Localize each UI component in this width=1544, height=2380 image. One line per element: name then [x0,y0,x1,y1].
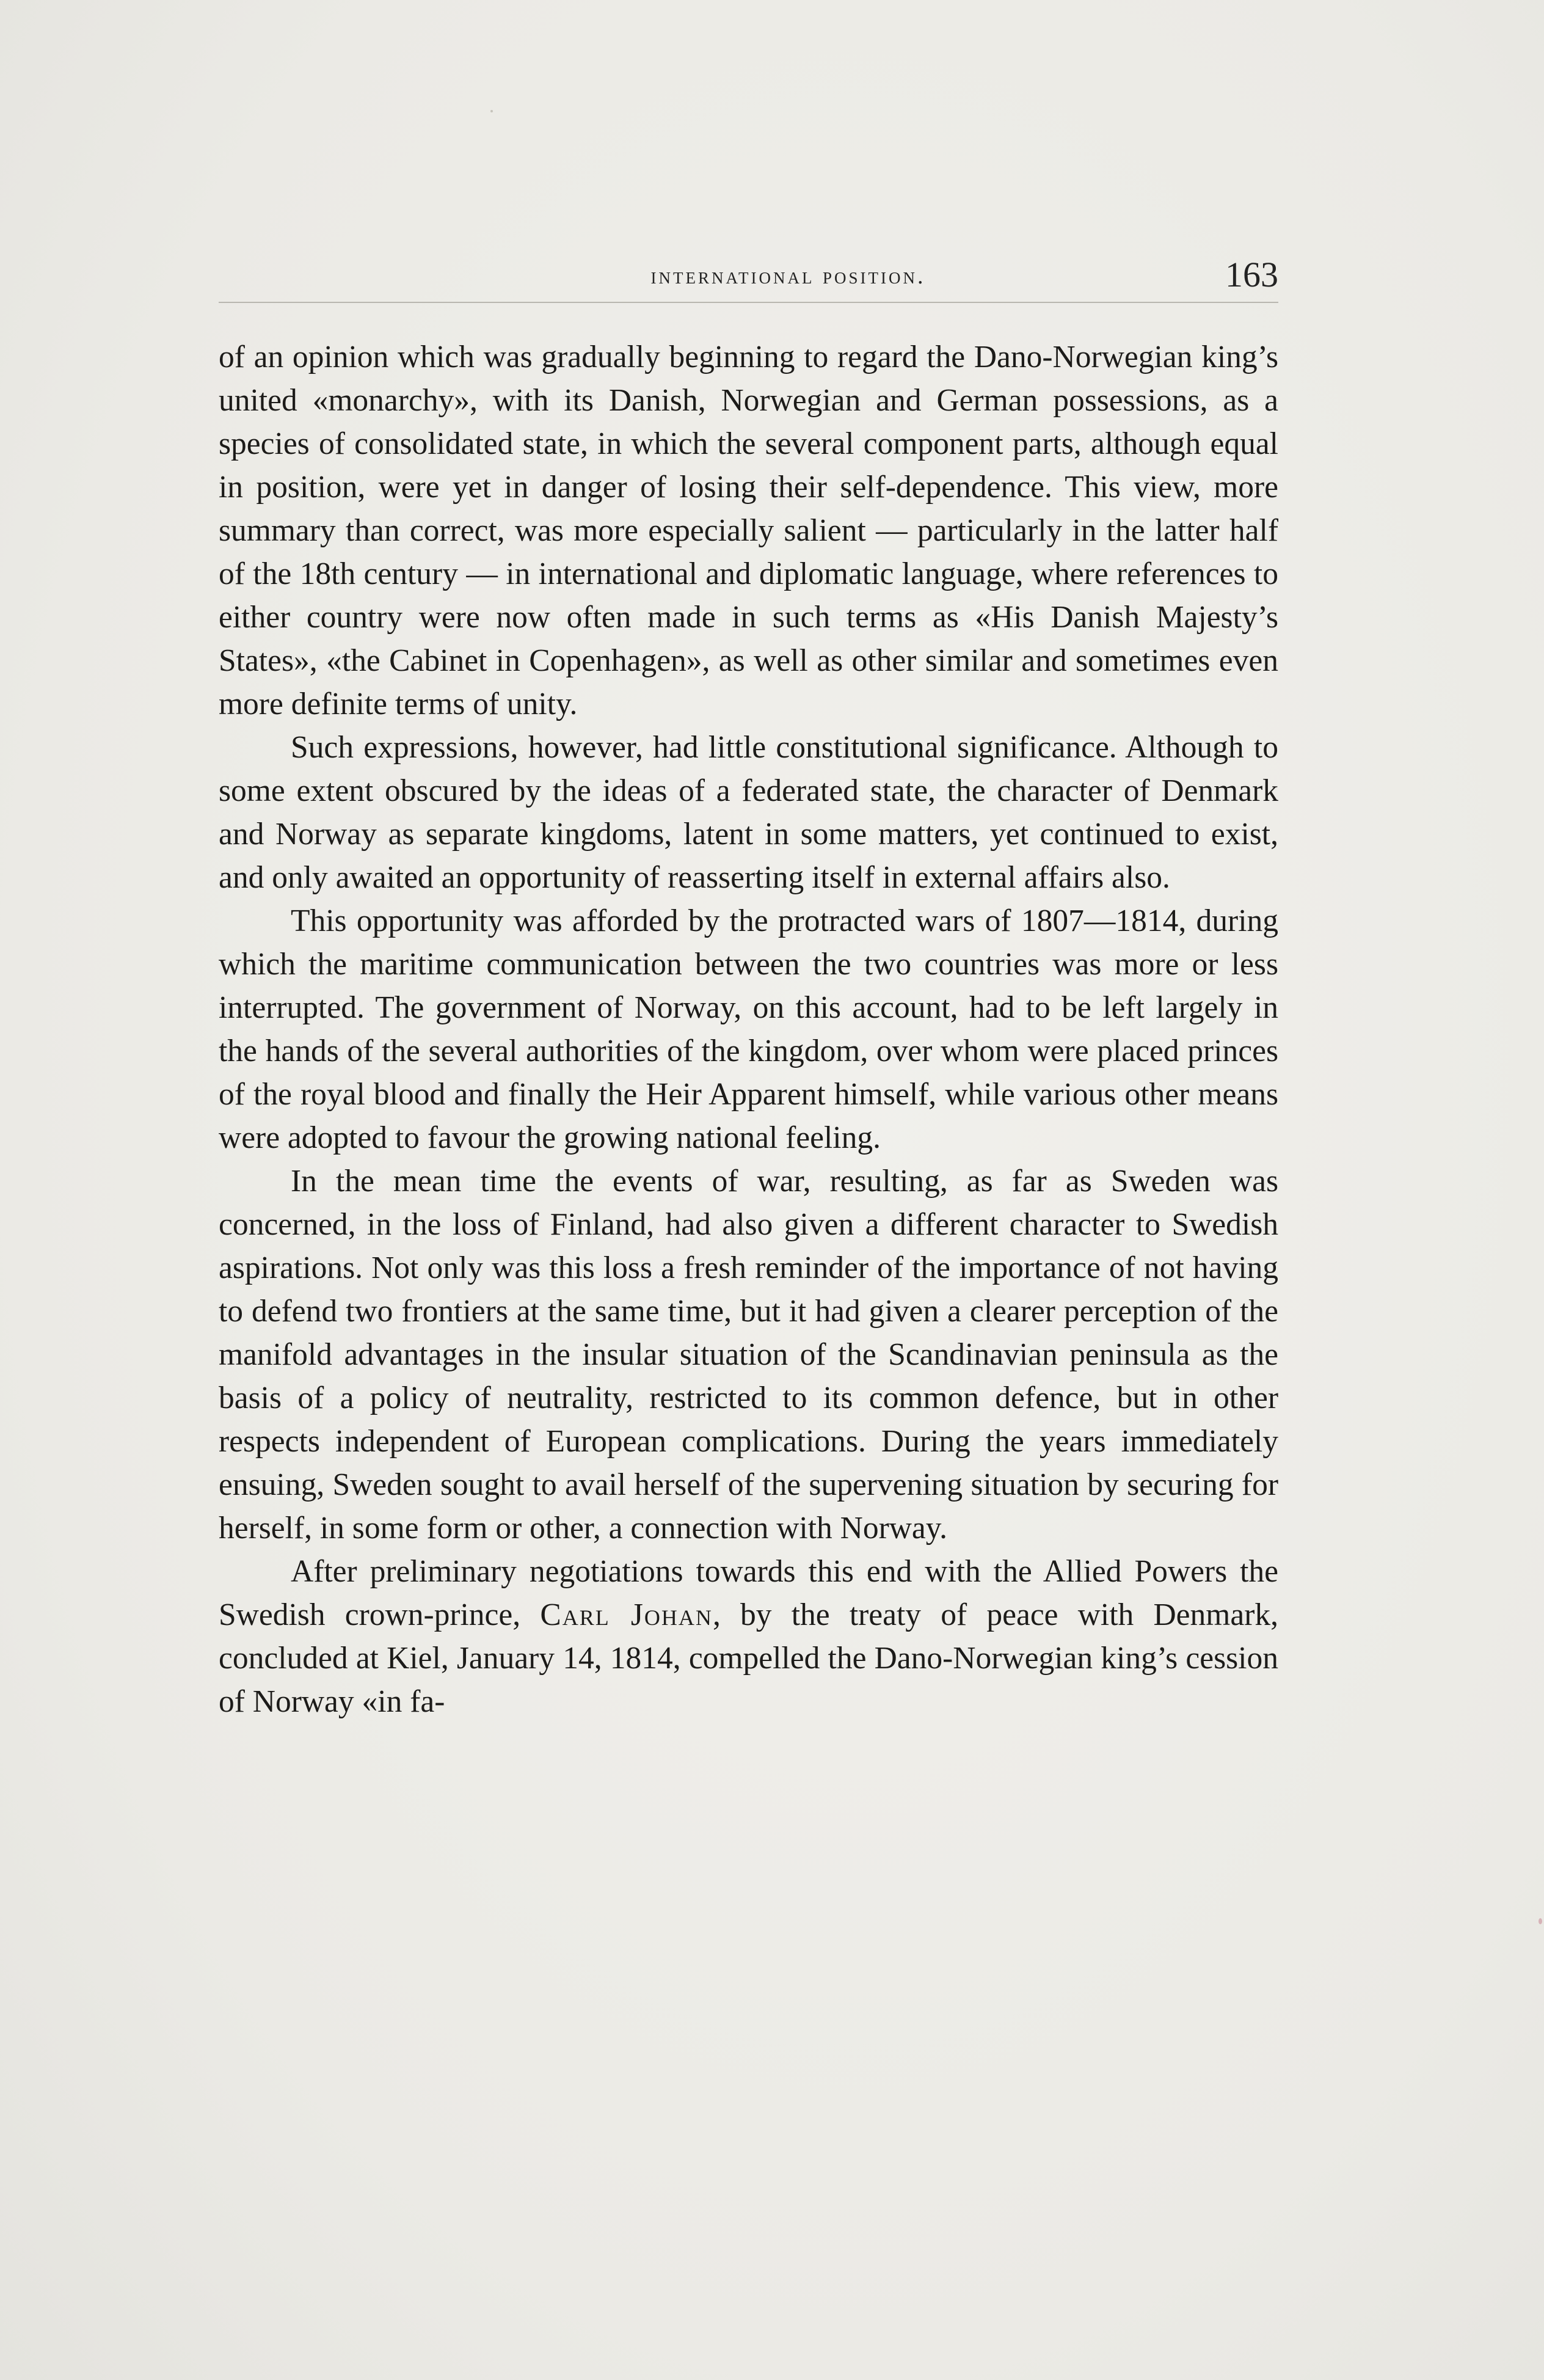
paragraph-3: This opportunity was afforded by the protracted wars of 1807—1814, during which the maritime communication between the two countries was more or less interrupted. The government of Norway, on this account, had to be left largely in the hands of the several authorities of the kingdom, over whom were placed princes of the royal blood and finally the Heir Apparent himself, while various other means were adopted to favour the growing national feeling. [219,903,1278,1155]
paper-speck [1539,1918,1542,1924]
paragraph-5-rest: , by the treaty of peace with Denmark, concluded at Kiel, January 14, 1814, compelled the Dano-Norwegian king’s cession of Norway «in fa- [219,1597,1278,1719]
paper-speck [490,110,493,112]
running-title-text: international position. [650,263,926,289]
paragraph-5-lead: After preliminary negotiations towards this end with the Allied Powers the Swedish crown-prince, [219,1554,1278,1632]
paragraph-1: of an opinion which was gradually beginning to regard the Dano-Norwegian king’s united «monarchy», with its Danish, Norwegian and German possessions, as a species of consolidated state, in which the several component parts, although equal in position, were yet in danger of losing their self-dependence. This view, more summary than correct, was more especially salient — particularly in the latter half of the 18th century — in international and diplomatic language, where references to either country were now often made in such terms as «His Danish Majesty’s States», «the Cabinet in Copenhagen», as well as other similar and sometimes even more definite terms of unity. [219,340,1278,721]
running-head [219,254,1278,303]
header-rule [219,302,1278,303]
person-name-small-caps: Carl Johan [540,1597,713,1632]
paragraph-4: In the mean time the events of war, resulting, as far as Sweden was concerned, in the loss of Finland, had also given a different character to Swedish aspirations. Not only was this loss a fresh reminder of the importance of not having to defend two frontiers at the same time, but it had given a clearer perception of the manifold advantages in the insular situation of the Scandinavian peninsula as the basis of a policy of neutrality, restricted to its common defence, but in other respects independent of European complications. During the years immediately ensuing, Sweden sought to avail herself of the supervening situation by securing for herself, in some form or other, a connection with Norway. [219,1164,1278,1546]
body-text [219,335,1278,1723]
running-title [219,263,1278,290]
paragraph-5 [219,1550,1278,1723]
page-number: 163 [1225,255,1278,294]
paragraph-2: Such expressions, however, had little constitutional significance. Although to some extent obscured by the ideas of a federated state, the character of Denmark and Norway as separate kingdoms, latent in some matters, yet continued to exist, and only awaited an opportunity of reasserting itself in external affairs also. [219,730,1278,895]
